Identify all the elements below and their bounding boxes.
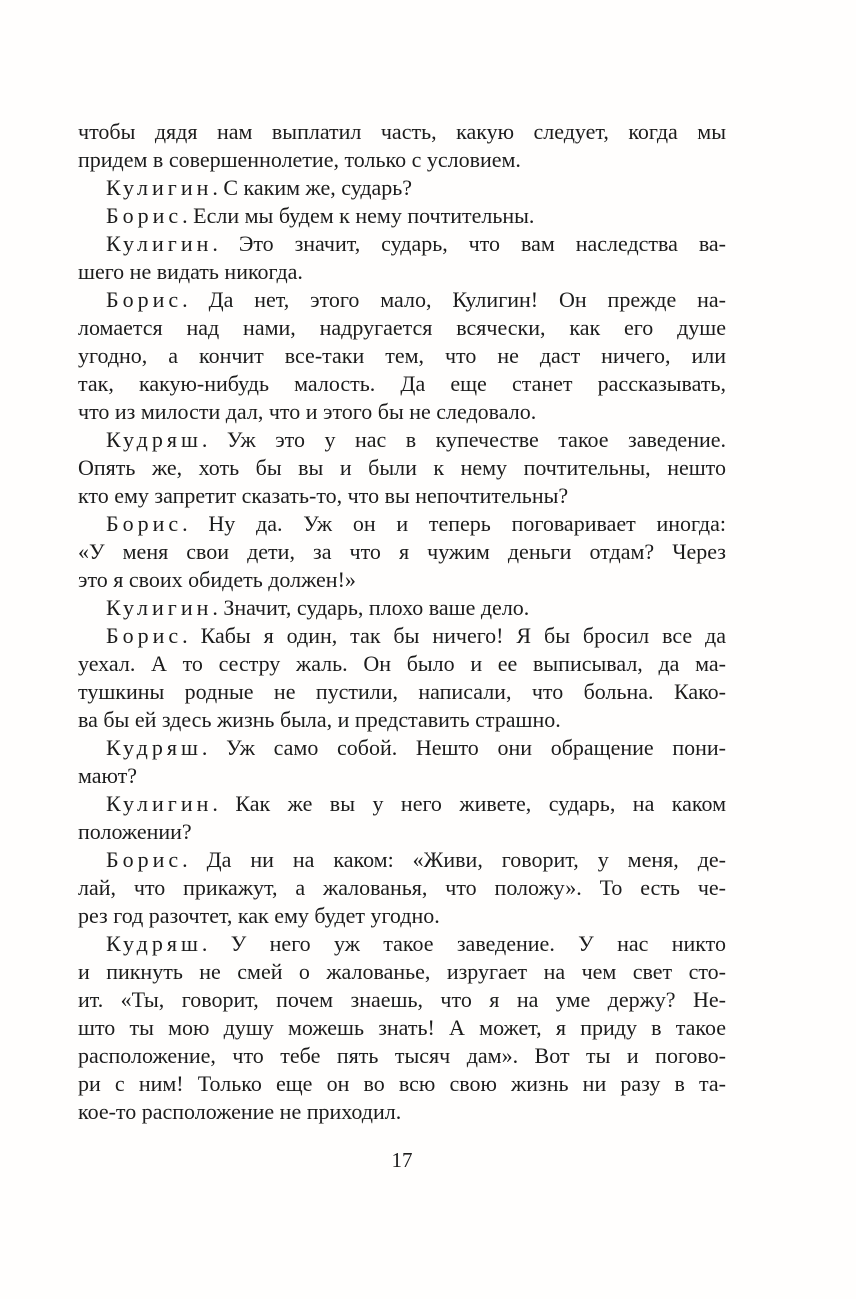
text-line: что из милости дал, что и этого бы не следовало. bbox=[78, 399, 537, 424]
paragraph bbox=[78, 846, 726, 930]
speaker-name: Кулигин bbox=[106, 595, 213, 620]
text-line: Борис. Да ни на каком: «Живи, говорит, у меня, де- bbox=[106, 847, 726, 872]
text-block bbox=[78, 118, 726, 1126]
text-line: ит. «Ты, говорит, почем знаешь, что я на уме держу? Не- bbox=[78, 987, 726, 1012]
text-line: лай, что прикажут, а жалованья, что положу». То есть че- bbox=[78, 875, 726, 900]
text-line: расположение, что тебе пять тысяч дам». Вот ты и погово- bbox=[78, 1043, 726, 1068]
text-line: Кудряш. Уж это у нас в купечестве такое заведение. bbox=[106, 427, 726, 452]
speaker-name: Борис bbox=[106, 203, 183, 228]
speaker-name: Кудряш bbox=[106, 931, 202, 956]
page-number: 17 bbox=[391, 1148, 413, 1172]
paragraph bbox=[78, 594, 726, 622]
text-line: ри с ним! Только еще он во всю свою жизнь ни разу в та- bbox=[78, 1071, 726, 1096]
speaker-name: Кудряш bbox=[106, 735, 202, 760]
speaker-name: Борис bbox=[106, 511, 183, 536]
text-line: так, какую-нибудь малость. Да еще станет рассказывать, bbox=[78, 371, 726, 396]
paragraph bbox=[78, 790, 726, 846]
text-line: придем в совершеннолетие, только с условием. bbox=[78, 147, 521, 172]
text-line: ломается над нами, надругается всячески, как его душе bbox=[78, 315, 726, 340]
paragraph bbox=[78, 930, 726, 1126]
text-line: Кулигин. Значит, сударь, плохо ваше дело. bbox=[106, 595, 530, 620]
paragraph bbox=[78, 202, 726, 230]
text-line: уехал. А то сестру жаль. Он было и ее выписывал, да ма- bbox=[78, 651, 726, 676]
text-line: Опять же, хоть бы вы и были к нему почтительны, нешто bbox=[78, 455, 726, 480]
text-line: «У меня свои дети, за что я чужим деньги отдам? Через bbox=[78, 539, 726, 564]
speaker-name: Кудряш bbox=[106, 427, 202, 452]
paragraph bbox=[78, 174, 726, 202]
text-line: Кулигин. Как же вы у него живете, сударь, на каком bbox=[106, 791, 726, 816]
text-line: Борис. Если мы будем к нему почтительны. bbox=[106, 203, 535, 228]
text-line: это я своих обидеть должен!» bbox=[78, 567, 356, 592]
text-line: Кулигин. Это значит, сударь, что вам наследства ва- bbox=[106, 231, 726, 256]
speaker-name: Кулигин bbox=[106, 175, 213, 200]
speaker-name: Кулигин bbox=[106, 231, 213, 256]
text-line: Кудряш. Уж само собой. Нешто они обращение пони- bbox=[106, 735, 726, 760]
text-line: шего не видать никогда. bbox=[78, 259, 303, 284]
text-line: што ты мою душу можешь знать! А может, я приду в такое bbox=[78, 1015, 726, 1040]
paragraph bbox=[78, 510, 726, 594]
text-line: Борис. Да нет, этого мало, Кулигин! Он прежде на- bbox=[106, 287, 726, 312]
paragraph bbox=[78, 734, 726, 790]
text-line: мают? bbox=[78, 763, 138, 788]
text-line: угодно, а кончит все-таки тем, что не даст ничего, или bbox=[78, 343, 726, 368]
speaker-name: Борис bbox=[106, 847, 183, 872]
speaker-name: Кулигин bbox=[106, 791, 213, 816]
text-line: Кулигин. С каким же, сударь? bbox=[106, 175, 413, 200]
speaker-name: Борис bbox=[106, 287, 183, 312]
text-line: Борис. Ну да. Уж он и теперь поговаривает иногда: bbox=[106, 511, 726, 536]
paragraph bbox=[78, 230, 726, 286]
paragraph bbox=[78, 426, 726, 510]
text-line: рез год разочтет, как ему будет угодно. bbox=[78, 903, 440, 928]
text-line: и пикнуть не смей о жалованье, изругает на чем свет сто- bbox=[78, 959, 726, 984]
speaker-name: Борис bbox=[106, 623, 183, 648]
text-line: положении? bbox=[78, 819, 192, 844]
text-line: ва бы ей здесь жизнь была, и представить страшно. bbox=[78, 707, 561, 732]
paragraph bbox=[78, 118, 726, 174]
paragraph bbox=[78, 622, 726, 734]
text-line: кое-то расположение не приходил. bbox=[78, 1099, 402, 1124]
text-line: чтобы дядя нам выплатил часть, какую следует, когда мы bbox=[78, 119, 726, 144]
text-line: Кудряш. У него уж такое заведение. У нас никто bbox=[106, 931, 726, 956]
paragraph bbox=[78, 286, 726, 426]
text-line: тушкины родные не пустили, написали, что больна. Како- bbox=[78, 679, 726, 704]
text-line: кто ему запретит сказать-то, что вы непочтительны? bbox=[78, 483, 569, 508]
text-line: Борис. Кабы я один, так бы ничего! Я бы бросил все да bbox=[106, 623, 726, 648]
